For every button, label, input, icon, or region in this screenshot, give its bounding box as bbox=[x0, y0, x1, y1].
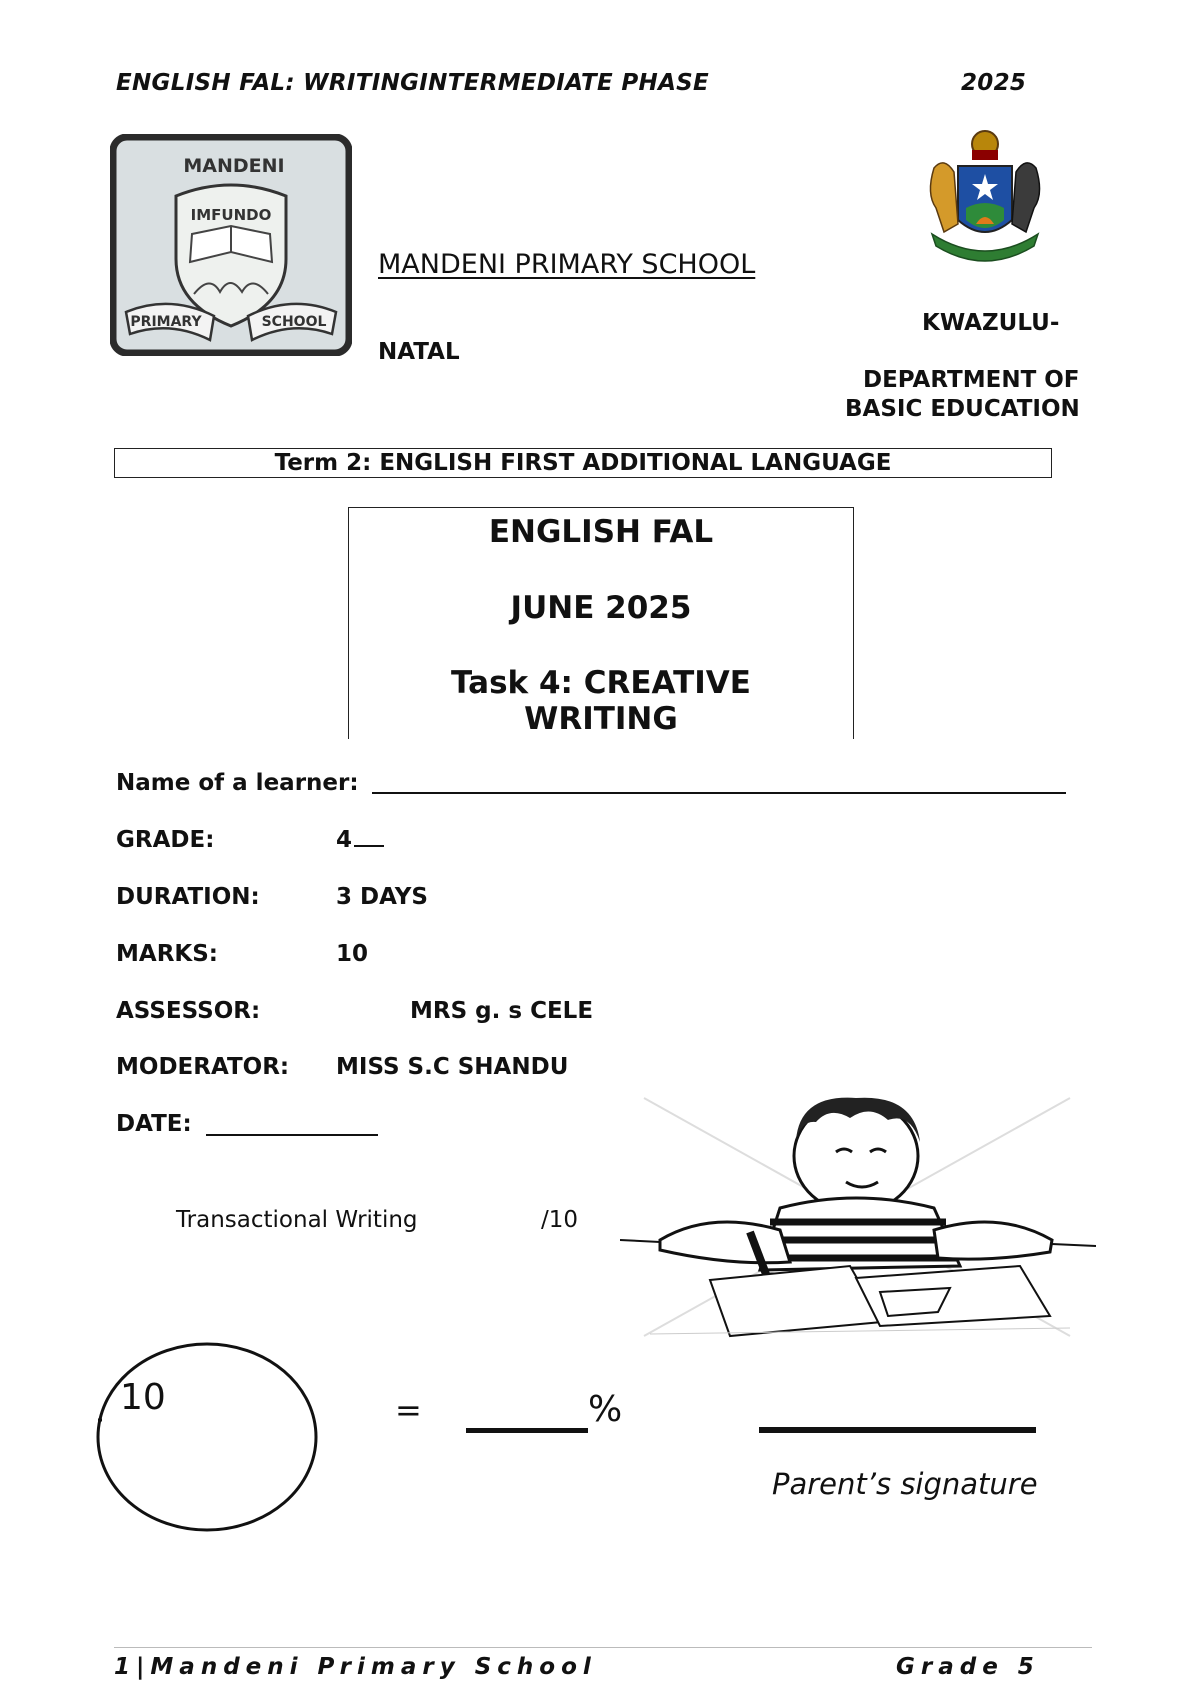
moderator-label: MODERATOR: bbox=[116, 1054, 290, 1080]
coat-of-arms-emblem bbox=[914, 128, 1056, 268]
school-name: MANDENI PRIMARY SCHOOL bbox=[378, 249, 756, 280]
header-year: 2025 bbox=[961, 70, 1027, 96]
title-line1: ENGLISH FAL bbox=[488, 514, 714, 550]
date-label: DATE: bbox=[116, 1111, 192, 1137]
footer-school: Mandeni Primary School bbox=[150, 1654, 597, 1680]
section-label: Transactional Writing bbox=[176, 1207, 418, 1233]
department-line2: BASIC EDUCATION bbox=[845, 396, 1080, 422]
title-line3: Task 4: CREATIVE bbox=[451, 665, 751, 701]
name-field[interactable] bbox=[372, 792, 1066, 794]
marks-label: MARKS: bbox=[116, 941, 218, 967]
header-title: ENGLISH FAL: WRITINGINTERMEDIATE PHASE bbox=[116, 70, 710, 96]
grade-blank[interactable] bbox=[354, 845, 384, 847]
title-box bbox=[348, 507, 854, 739]
footer-divider bbox=[114, 1647, 1092, 1648]
grade-label: GRADE: bbox=[116, 827, 215, 853]
title-line2: JUNE 2025 bbox=[510, 590, 692, 626]
duration-label: DURATION: bbox=[116, 884, 260, 910]
parent-signature-label: Parent’s signature bbox=[772, 1467, 1038, 1501]
logo-motto: IMFUNDO bbox=[190, 206, 272, 224]
assessor-label: ASSESSOR: bbox=[116, 998, 261, 1024]
score-circle[interactable] bbox=[94, 1340, 320, 1534]
footer-grade: Grade 5 bbox=[896, 1654, 1040, 1680]
assessor-value: MRS g. s CELE bbox=[410, 998, 594, 1024]
title-line4: WRITING bbox=[524, 701, 678, 737]
term-title: Term 2: ENGLISH FIRST ADDITIONAL LANGUAGE bbox=[114, 448, 1052, 478]
parent-signature-line[interactable] bbox=[759, 1427, 1036, 1433]
moderator-value: MISS S.C SHANDU bbox=[336, 1054, 569, 1080]
province-part2: NATAL bbox=[378, 339, 460, 365]
logo-ribbon-left: PRIMARY bbox=[130, 314, 202, 330]
percentage-blank[interactable] bbox=[466, 1428, 588, 1433]
footer-left: 1|Mandeni Primary School bbox=[114, 1654, 597, 1680]
logo-top-text: MANDENI bbox=[183, 155, 285, 177]
date-field[interactable] bbox=[206, 1134, 378, 1136]
percent-sign: % bbox=[588, 1389, 623, 1430]
boy-writing-illustration bbox=[620, 1090, 1096, 1360]
marks-value: 10 bbox=[336, 941, 369, 967]
footer-page-number: 1 bbox=[114, 1654, 137, 1680]
circle-total: 10 bbox=[120, 1377, 166, 1418]
school-logo bbox=[110, 134, 352, 356]
logo-ribbon-right: SCHOOL bbox=[261, 314, 327, 330]
duration-value: 3 DAYS bbox=[336, 884, 428, 910]
department-line1: DEPARTMENT OF bbox=[863, 367, 1080, 393]
section-total: /10 bbox=[541, 1207, 579, 1233]
equals-sign: = bbox=[395, 1391, 422, 1429]
province-part1: KWAZULU- bbox=[922, 310, 1060, 336]
grade-value: 4 bbox=[336, 827, 384, 853]
name-label: Name of a learner: bbox=[116, 770, 359, 796]
